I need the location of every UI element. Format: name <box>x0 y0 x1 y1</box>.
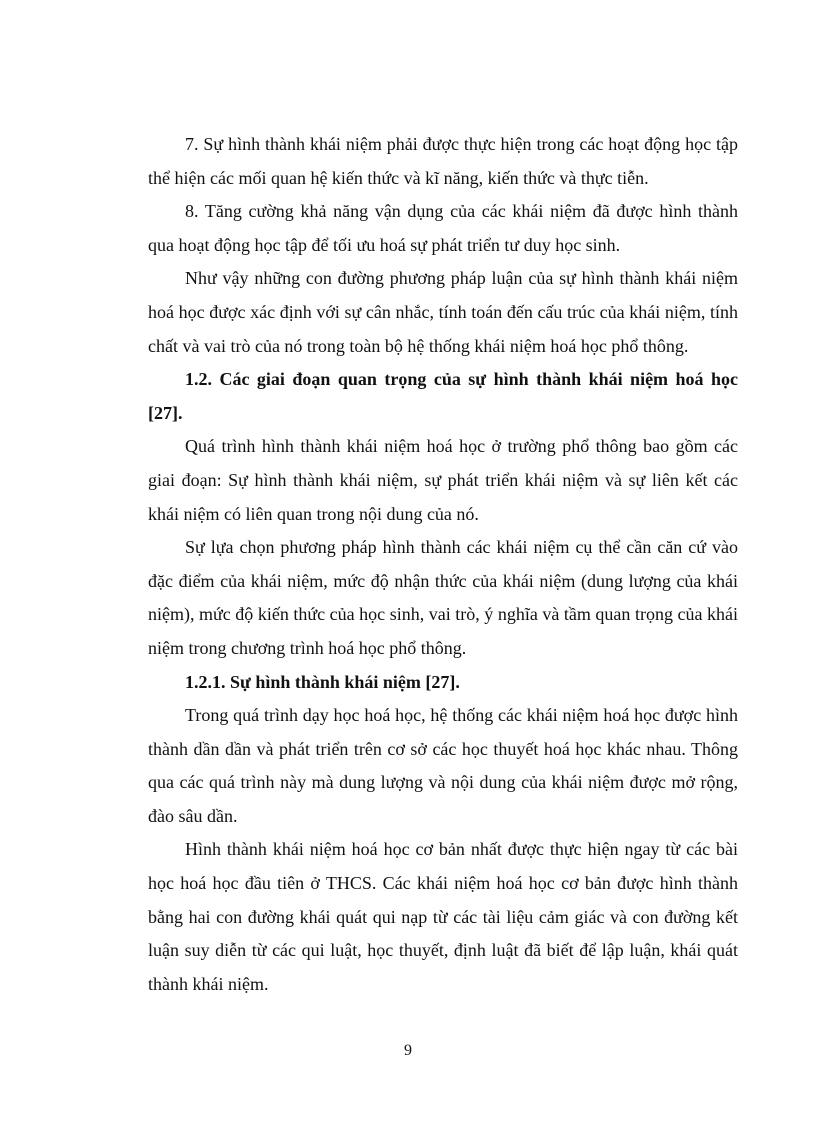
paragraph-stages: Quá trình hình thành khái niệm hoá học ở trường phổ thông bao gồm các giai đoạn: Sự hình thành khái niệm, sự phát triển khái niệm và sự liên kết các khái niệm có liên quan trong nội dung của nó. <box>148 436 738 524</box>
paragraph-item-8: 8. Tăng cường khả năng vận dụng của các khái niệm đã được hình thành qua hoạt động học tập để tối ưu hoá sự phát triển tư duy học sinh. <box>148 201 738 255</box>
page-number: 9 <box>404 1042 412 1059</box>
paragraph-item-7: 7. Sự hình thành khái niệm phải được thực hiện trong các hoạt động học tập thể hiện các mối quan hệ kiến thức và kĩ năng, kiến thức và thực tiễn. <box>148 134 738 188</box>
paragraph-summary: Như vậy những con đường phương pháp luận của sự hình thành khái niệm hoá học được xác định với sự cân nhắc, tính toán đến cấu trúc của khái niệm, tính chất và vai trò của nó trong toàn bộ hệ thống khái niệm hoá học phổ thông. <box>148 268 738 356</box>
paragraph-teaching-process: Trong quá trình dạy học hoá học, hệ thống các khái niệm hoá học được hình thành dần dần và phát triển trên cơ sở các học thuyết hoá học khác nhau. Thông qua các quá trình này mà dung lượng và nội dung của khái niệm được mở rộng, đào sâu dần. <box>148 705 738 826</box>
page-content <box>148 128 738 1001</box>
paragraph-basic-concepts: Hình thành khái niệm hoá học cơ bản nhất được thực hiện ngay từ các bài học hoá học đầu tiên ở THCS. Các khái niệm hoá học cơ bản được hình thành bằng hai con đường khái quát qui nạp từ các tài liệu cảm giác và con đường kết luận suy diễn từ các qui luật, học thuyết, định luật đã biết để lập luận, khái quát thành khái niệm. <box>148 839 738 994</box>
section-heading-1-2: 1.2. Các giai đoạn quan trọng của sự hình thành khái niệm hoá học [27]. <box>148 369 738 423</box>
section-heading-1-2-1: 1.2.1. Sự hình thành khái niệm [27]. <box>185 671 460 692</box>
paragraph-method-selection: Sự lựa chọn phương pháp hình thành các khái niệm cụ thể cần căn cứ vào đặc điểm của khái niệm, mức độ nhận thức của khái niệm (dung lượng của khái niệm), mức độ kiến thức của học sinh, vai trò, ý nghĩa và tầm quan trọng của khái niệm trong chương trình hoá học phổ thông. <box>148 537 738 658</box>
